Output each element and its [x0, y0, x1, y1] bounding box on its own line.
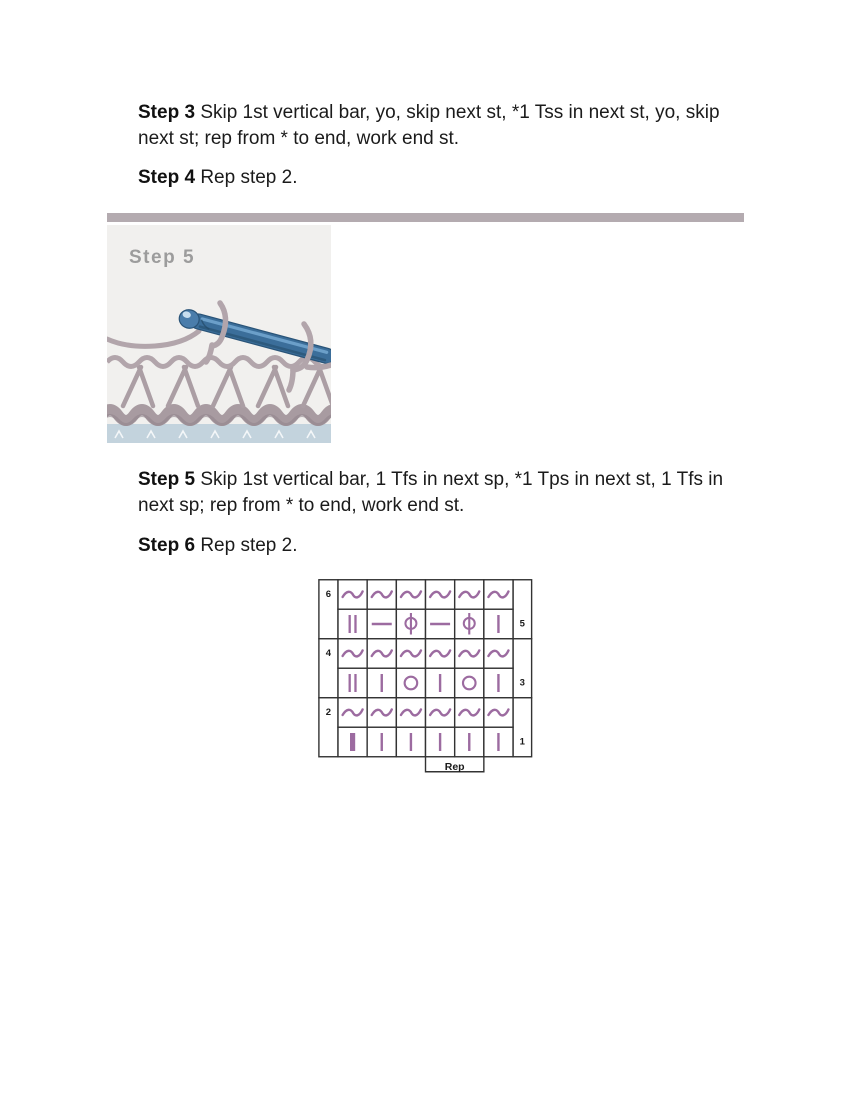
- step-5-photo-illustration: [107, 225, 331, 443]
- step-5-photo: [107, 225, 331, 443]
- svg-text:5: 5: [519, 618, 525, 630]
- step-6-label: Step 6: [138, 535, 196, 556]
- step-3-paragraph: [138, 100, 744, 152]
- svg-text:3: 3: [519, 677, 525, 689]
- stitch-chart: [318, 579, 533, 776]
- step-6-paragraph: [138, 533, 744, 559]
- step-5-text: Skip 1st vertical bar, 1 Tfs in next sp, *1 Tps in next st, 1 Tfs in next sp; rep from * to end, work end st.: [138, 469, 724, 516]
- crochet-symbol-chart-svg: [318, 579, 533, 776]
- svg-text:Rep: Rep: [444, 760, 465, 773]
- step-4-paragraph: [138, 165, 744, 191]
- svg-text:4: 4: [325, 648, 332, 659]
- step-5-label: Step 5: [138, 469, 196, 490]
- photo-fabric-strip: [107, 424, 331, 443]
- svg-text:6: 6: [325, 589, 332, 600]
- svg-text:2: 2: [325, 707, 332, 718]
- step-4-label: Step 4: [138, 167, 196, 188]
- step-4-text: Rep step 2.: [200, 167, 298, 188]
- section-divider-bar: [107, 213, 744, 222]
- svg-text:1: 1: [519, 736, 525, 748]
- step-3-label: Step 3: [138, 102, 196, 123]
- step-3-text: Skip 1st vertical bar, yo, skip next st, *1 Tss in next st, yo, skip next st; rep from * to end, work end st.: [138, 102, 720, 149]
- photo-caption-step-5: Step 5: [129, 247, 196, 268]
- step-5-paragraph: [138, 467, 744, 519]
- step-6-text: Rep step 2.: [200, 535, 298, 556]
